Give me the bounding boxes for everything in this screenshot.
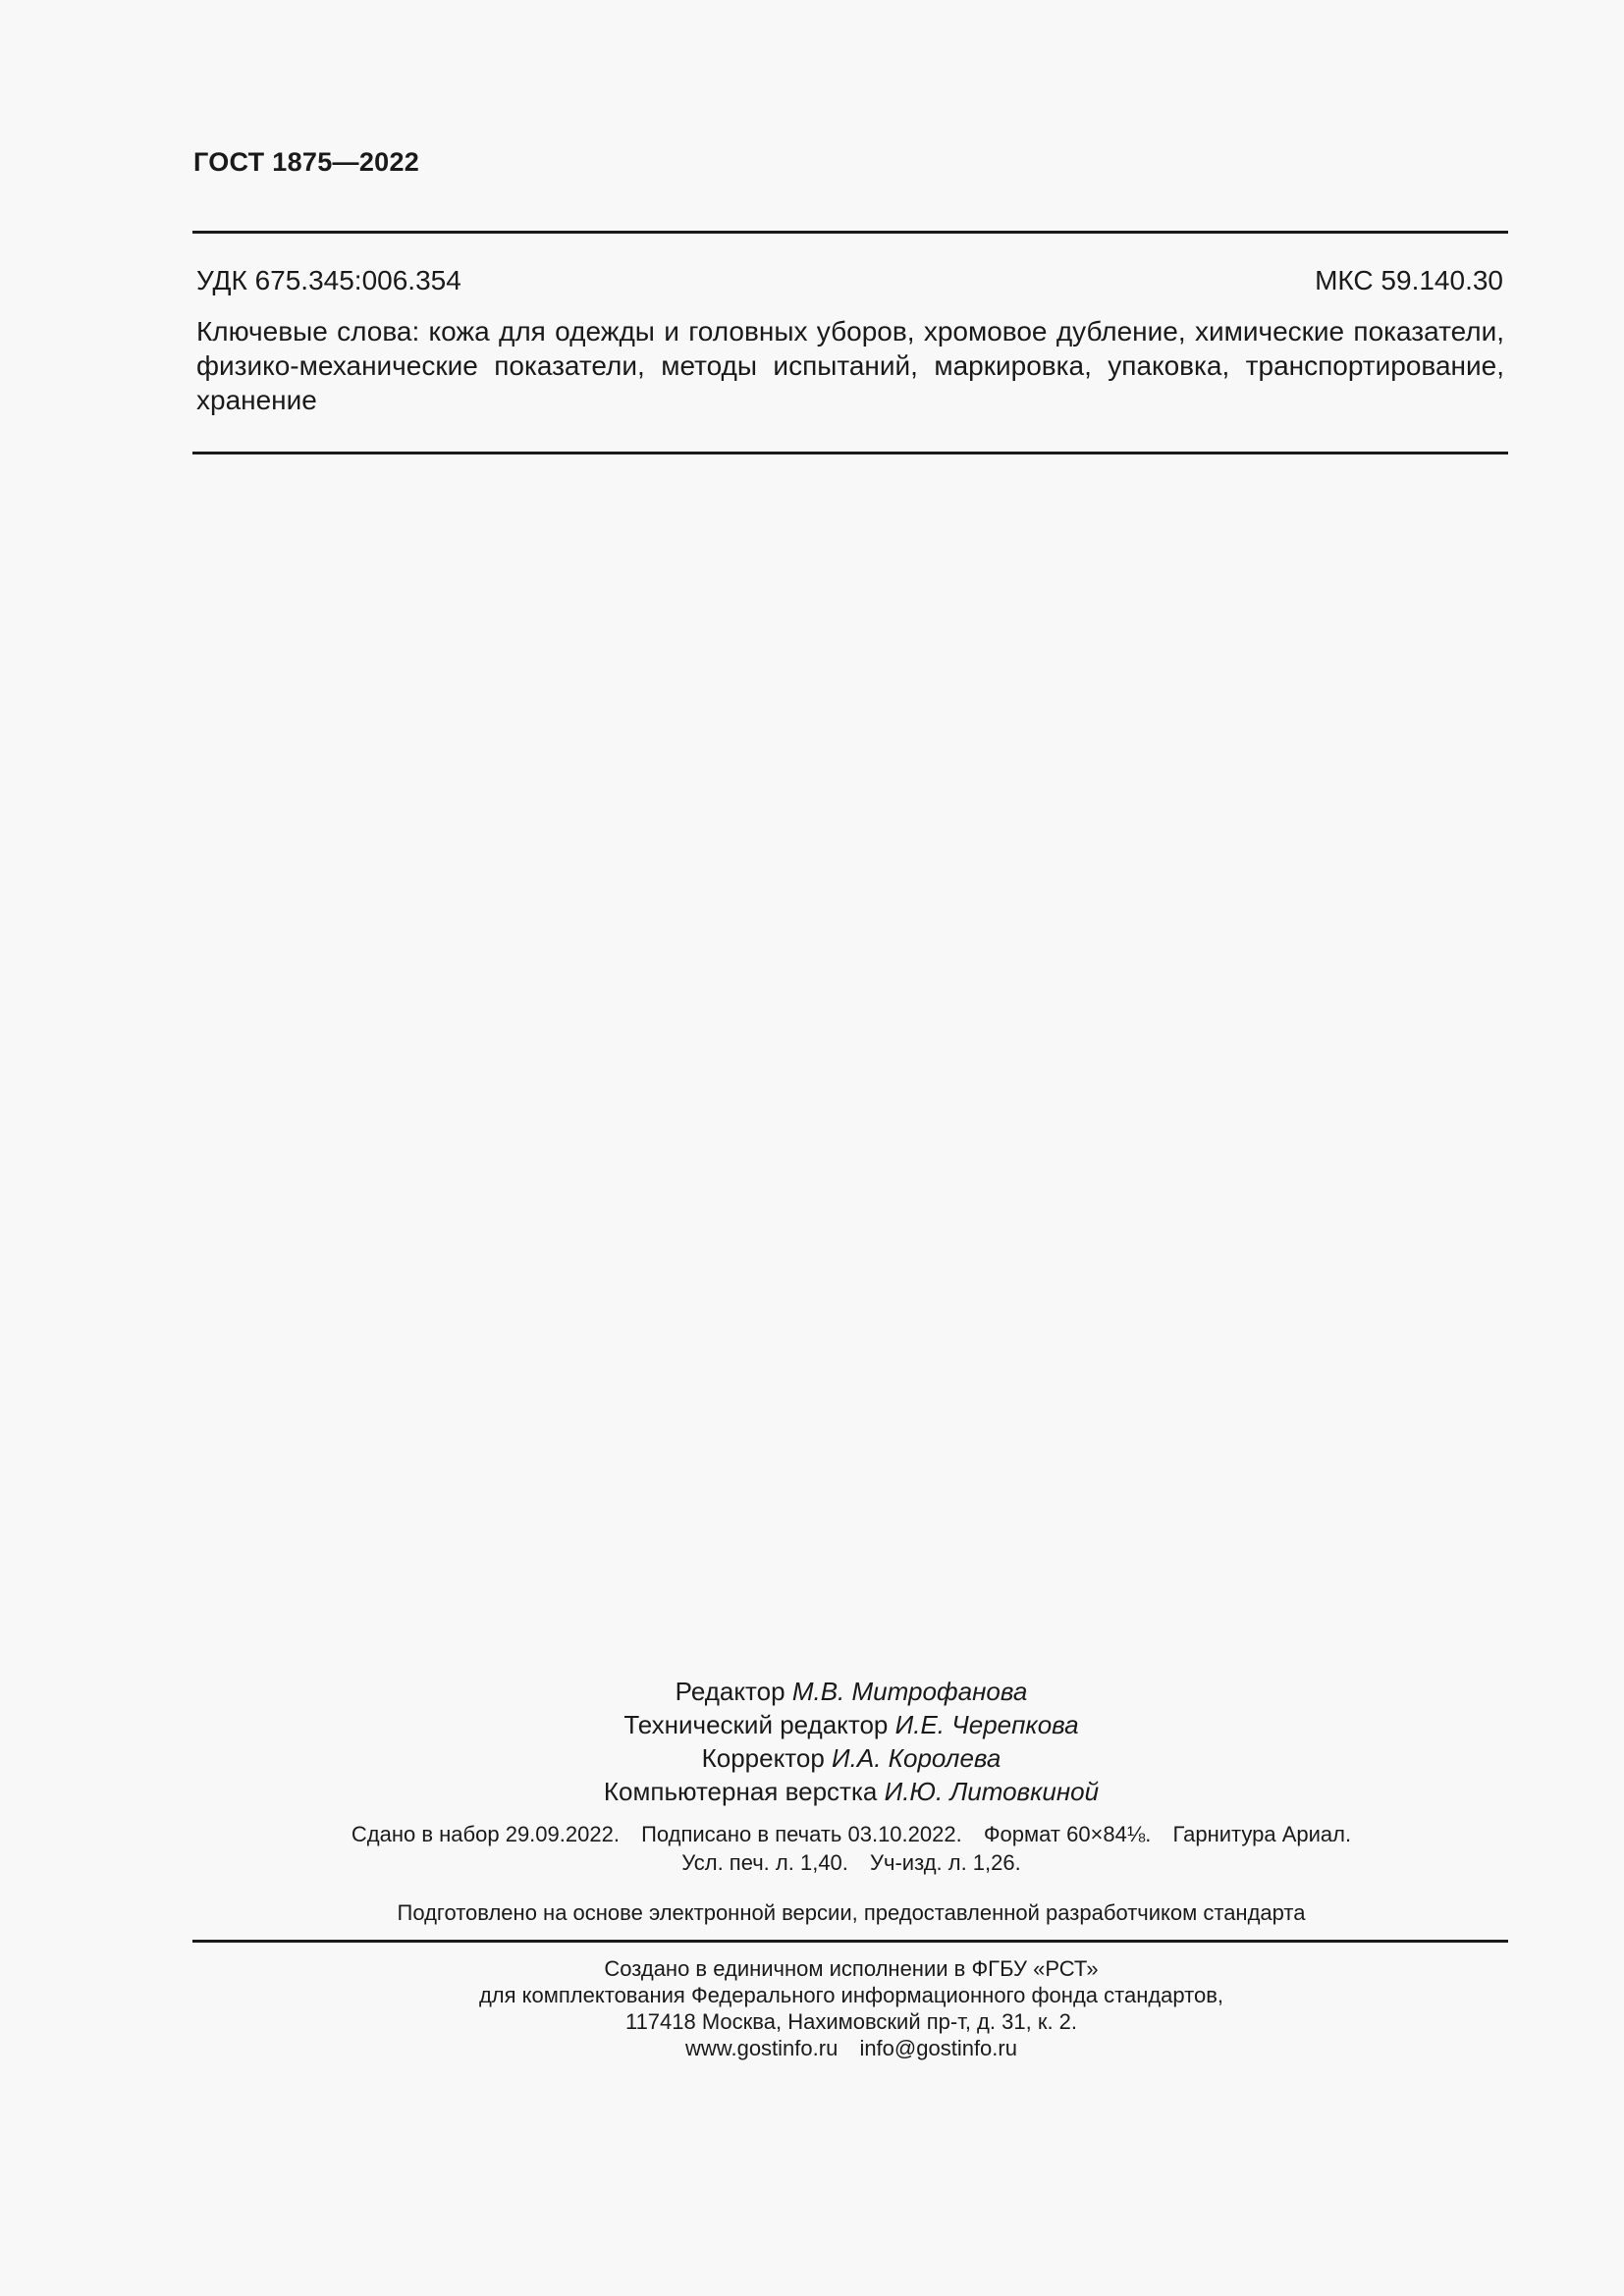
print-details-line-1 (292, 1820, 1411, 1848)
submitted-date: Сдано в набор 29.09.2022. (351, 1822, 620, 1846)
credit-person: И.Е. Черепкова (894, 1710, 1079, 1739)
credit-role: Технический редактор (623, 1710, 889, 1739)
credit-person: И.Ю. Литовкиной (884, 1777, 1100, 1806)
publisher-line-2: для комплектования Федерального информационного фонда стандартов, (478, 1983, 1224, 2007)
top-rule (192, 231, 1508, 234)
mks-code: МКС 59.140.30 (1315, 265, 1503, 295)
document-designation: ГОСТ 1875—2022 (193, 147, 420, 177)
keywords-paragraph: Ключевые слова: кожа для одежды и головных уборов, хромовое дубление, химические показатели, физико-механические показатели, методы испытаний, маркировка, упаковка, транспортирование, хранение (196, 316, 1504, 415)
paper-format: Формат 60×84⅛. (983, 1822, 1152, 1846)
credit-line-editor (292, 1675, 1411, 1708)
credit-line-layout (292, 1775, 1411, 1808)
credit-line-technical-editor (292, 1708, 1411, 1741)
credit-line-proofreader (292, 1741, 1411, 1775)
udk-code: УДК 675.345:006.354 (196, 265, 461, 295)
printed-sheets: Усл. печ. л. 1,40. (681, 1850, 848, 1875)
prepared-note: Подготовлено на основе электронной версии, предоставленной разработчиком стандарта (397, 1900, 1306, 1925)
keywords-bottom-rule (192, 452, 1508, 454)
publisher-email-link[interactable]: info@gostinfo.ru (859, 2036, 1017, 2060)
credit-role: Корректор (701, 1743, 825, 1773)
editorial-credits (292, 1675, 1411, 1808)
publisher-contacts (292, 2035, 1411, 2061)
credit-person: И.А. Королева (832, 1743, 1001, 1773)
imprint-rule (192, 1940, 1508, 1943)
publishing-sheets: Уч-изд. л. 1,26. (870, 1850, 1021, 1875)
publisher-imprint (292, 1955, 1411, 2061)
credit-role: Редактор (675, 1677, 785, 1706)
publisher-address: 117418 Москва, Нахимовский пр-т, д. 31, к. 2. (624, 2009, 1078, 2034)
credit-person: М.В. Митрофанова (791, 1677, 1028, 1706)
publisher-website-link[interactable]: www.gostinfo.ru (685, 2036, 839, 2060)
publisher-line-1: Создано в единичном исполнении в ФГБУ «РСТ» (604, 1956, 1099, 1981)
typeface: Гарнитура Ариал. (1172, 1822, 1352, 1846)
signed-date: Подписано в печать 03.10.2022. (641, 1822, 962, 1846)
credit-role: Компьютерная верстка (603, 1777, 878, 1806)
print-details (292, 1820, 1411, 1877)
print-details-line-2 (292, 1848, 1411, 1877)
